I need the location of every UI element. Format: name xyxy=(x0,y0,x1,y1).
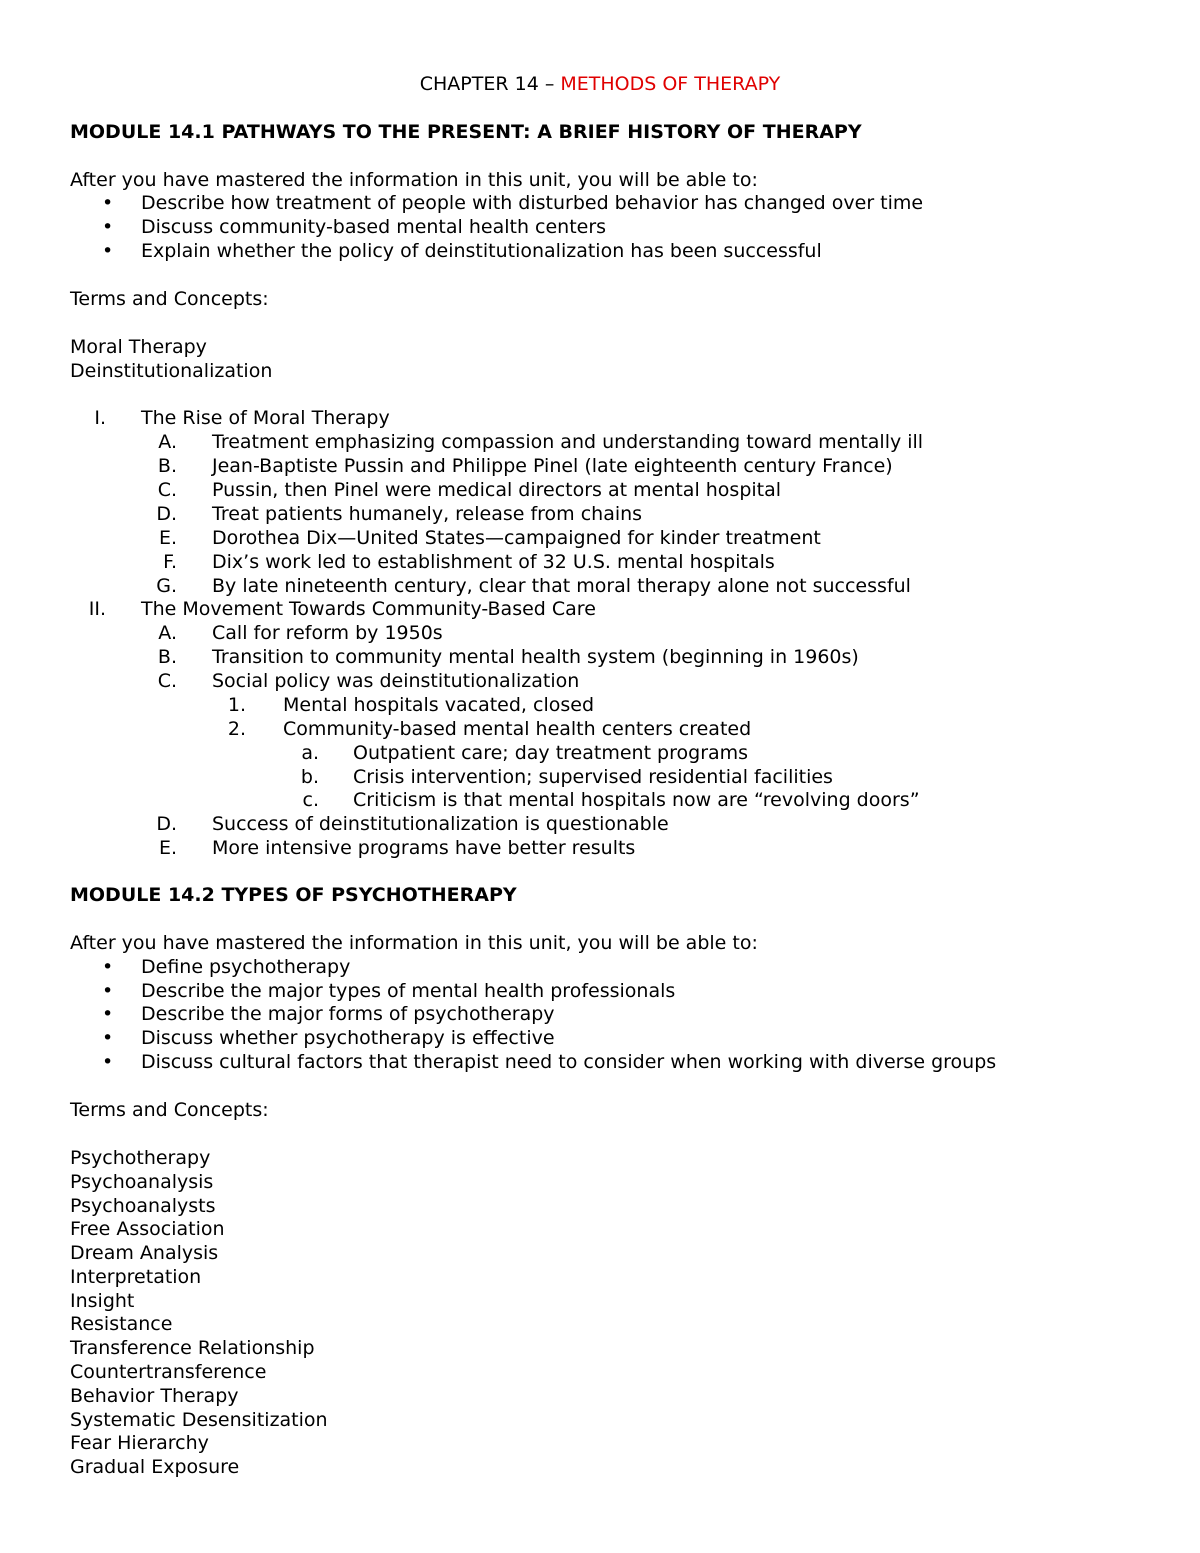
outline-section-title: The Rise of Moral Therapy xyxy=(141,407,390,429)
outline-marker: a. xyxy=(301,742,319,764)
outline-marker: D. xyxy=(156,503,177,525)
outline-marker: C. xyxy=(157,670,177,692)
term-item: Fear Hierarchy xyxy=(70,1432,209,1454)
module-14-1-heading: MODULE 14.1 PATHWAYS TO THE PRESENT: A BRIEF HISTORY OF THERAPY xyxy=(70,121,862,143)
outline-marker: E. xyxy=(158,837,177,859)
module-14-2-heading: MODULE 14.2 TYPES OF PSYCHOTHERAPY xyxy=(70,884,517,906)
outline-marker: II. xyxy=(88,598,106,620)
outline-item: Outpatient care; day treatment programs xyxy=(353,742,749,764)
term-item: Resistance xyxy=(70,1313,173,1335)
outline-item: Jean-Baptiste Pussin and Philippe Pinel (late eighteenth century France) xyxy=(212,455,893,477)
outline-item: Social policy was deinstitutionalization xyxy=(212,670,580,692)
outline-item: Success of deinstitutionalization is questionable xyxy=(212,813,669,835)
objective-item: Define psychotherapy xyxy=(141,956,351,978)
term-item: Insight xyxy=(70,1290,135,1312)
bullet-icon: • xyxy=(102,956,114,978)
outline-marker: 1. xyxy=(227,694,246,716)
outline-item: Mental hospitals vacated, closed xyxy=(283,694,595,716)
outline-section-title: The Movement Towards Community-Based Care xyxy=(141,598,596,620)
bullet-icon: • xyxy=(102,980,114,1002)
term-item: Behavior Therapy xyxy=(70,1385,239,1407)
outline-item: Dorothea Dix—United States—campaigned for kinder treatment xyxy=(212,527,821,549)
term-item: Systematic Desensitization xyxy=(70,1409,328,1431)
terms-label: Terms and Concepts: xyxy=(70,1099,269,1121)
objective-item: Discuss whether psychotherapy is effective xyxy=(141,1027,555,1049)
outline-item: Transition to community mental health system (beginning in 1960s) xyxy=(212,646,859,668)
outline-marker: c. xyxy=(302,789,319,811)
module-14-1-intro: After you have mastered the information in this unit, you will be able to: xyxy=(70,169,758,191)
outline-marker: C. xyxy=(157,479,177,501)
outline-item: Treat patients humanely, release from chains xyxy=(212,503,643,525)
bullet-icon: • xyxy=(102,192,114,214)
objective-item: Describe the major types of mental health professionals xyxy=(141,980,676,1002)
chapter-name: METHODS OF THERAPY xyxy=(560,73,781,95)
objective-item: Describe the major forms of psychotherapy xyxy=(141,1003,555,1025)
terms-label: Terms and Concepts: xyxy=(70,288,269,310)
term-item: Psychoanalysts xyxy=(70,1195,216,1217)
term-item: Psychotherapy xyxy=(70,1147,211,1169)
outline-marker: G. xyxy=(156,575,177,597)
outline-marker: I. xyxy=(94,407,106,429)
objective-item: Describe how treatment of people with disturbed behavior has changed over time xyxy=(141,192,924,214)
outline-item: Crisis intervention; supervised residential facilities xyxy=(353,766,833,788)
term-item: Deinstitutionalization xyxy=(70,360,273,382)
bullet-icon: • xyxy=(102,240,114,262)
objective-item: Explain whether the policy of deinstitutionalization has been successful xyxy=(141,240,822,262)
bullet-icon: • xyxy=(102,1003,114,1025)
outline-marker: B. xyxy=(157,646,177,668)
outline-item: Pussin, then Pinel were medical directors at mental hospital xyxy=(212,479,782,501)
term-item: Interpretation xyxy=(70,1266,202,1288)
outline-item: Call for reform by 1950s xyxy=(212,622,443,644)
term-item: Countertransference xyxy=(70,1361,267,1383)
term-item: Transference Relationship xyxy=(70,1337,315,1359)
objective-item: Discuss cultural factors that therapist need to consider when working with diverse groups xyxy=(141,1051,997,1073)
term-item: Free Association xyxy=(70,1218,225,1240)
chapter-prefix: CHAPTER 14 – xyxy=(419,73,561,95)
bullet-icon: • xyxy=(102,1027,114,1049)
term-item: Gradual Exposure xyxy=(70,1456,240,1478)
bullet-icon: • xyxy=(102,1051,114,1073)
term-item: Moral Therapy xyxy=(70,336,207,358)
outline-item: Dix’s work led to establishment of 32 U.S. mental hospitals xyxy=(212,551,775,573)
outline-item: By late nineteenth century, clear that moral therapy alone not successful xyxy=(212,575,911,597)
outline-marker: B. xyxy=(157,455,177,477)
chapter-title xyxy=(0,72,1200,96)
outline-marker: D. xyxy=(156,813,177,835)
outline-item: Criticism is that mental hospitals now are “revolving doors” xyxy=(353,789,920,811)
objective-item: Discuss community-based mental health centers xyxy=(141,216,607,238)
outline-marker: F. xyxy=(163,551,177,573)
term-item: Psychoanalysis xyxy=(70,1171,214,1193)
outline-item: More intensive programs have better results xyxy=(212,837,636,859)
bullet-icon: • xyxy=(102,216,114,238)
module-14-2-intro: After you have mastered the information in this unit, you will be able to: xyxy=(70,932,758,954)
term-item: Dream Analysis xyxy=(70,1242,219,1264)
outline-marker: A. xyxy=(158,431,177,453)
outline-item: Community-based mental health centers created xyxy=(283,718,752,740)
outline-marker: 2. xyxy=(227,718,246,740)
outline-item: Treatment emphasizing compassion and understanding toward mentally ill xyxy=(212,431,924,453)
outline-marker: b. xyxy=(300,766,319,788)
outline-marker: E. xyxy=(158,527,177,549)
outline-marker: A. xyxy=(158,622,177,644)
